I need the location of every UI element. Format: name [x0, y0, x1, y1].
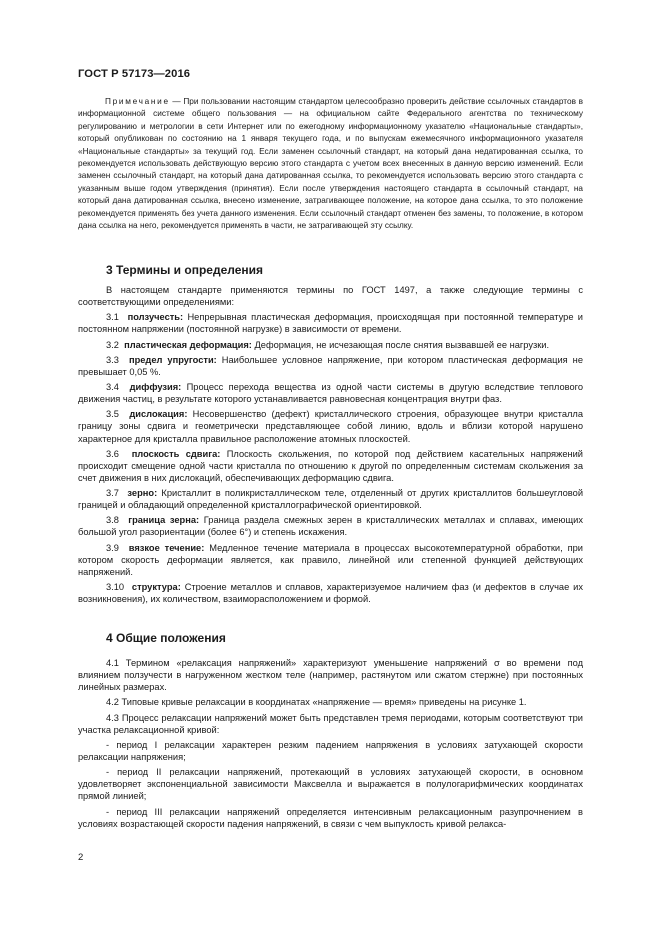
list-item: - период III релаксации напряжений определяется интенсивным релаксационным разупрочнением в условиях возрастающей скорости падения напряжений, в связи с чем выпуклость кривой релакса-	[78, 806, 583, 829]
term-name: дислокация:	[129, 409, 188, 420]
section-3-intro: В настоящем стандарте применяются термины по ГОСТ 1497, а также следующие термины с соответствующими определениями:	[78, 285, 583, 308]
term-definition	[78, 542, 583, 578]
term-number: 3.3	[106, 354, 119, 365]
term-number: 3.9	[106, 542, 119, 553]
term-text: Деформация, не исчезающая после снятия вызвавшей ее нагрузки.	[254, 339, 550, 350]
term-text: Наибольшее условное напряжение, при котором пластическая деформация не превышает 0,05 %.	[78, 354, 583, 377]
term-text: Непрерывная пластическая деформация, происходящая при постоянной температуре и постоянном напряжении (постоянной нагрузке) в зависимости от времени.	[78, 312, 584, 335]
term-text: Медленное течение материала в процессах высокотемпературной обработки, при котором скорость деформации является, как правило, линейной или степенной функцией действующих напряжений.	[78, 542, 584, 577]
term-definition	[78, 581, 583, 605]
paragraph: 4.2 Типовые кривые релаксации в координатах «напряжение — время» приведены на рисунке 1.	[106, 697, 527, 708]
term-number: 3.1	[106, 312, 119, 323]
section-4-heading: 4 Общие положения	[106, 631, 226, 645]
term-name: вязкое течение:	[128, 542, 205, 553]
list-item: - период II релаксации напряжений, протекающий в условиях затухающей скорости, в основном удовлетворяет экспоненциальной зависимости Максвелла и выражается в полулогарифмических координатах прямой линией;	[78, 767, 583, 802]
term-name: структура:	[131, 582, 181, 592]
section-3-heading: 3 Термины и определения	[106, 263, 264, 277]
term-name: предел упругости:	[128, 354, 217, 365]
paragraph: 4.3 Процесс релаксации напряжений может быть представлен тремя периодами, которым соответствуют три участка релаксационной кривой:	[78, 712, 583, 735]
term-number: 3.6	[106, 448, 119, 459]
term-text: Граница раздела смежных зерен в кристаллических металлах и сплавах, имеющих большой угол разориентации (более 6°) и степень искажения.	[78, 515, 583, 538]
section-3-body	[78, 284, 583, 608]
term-name: пластическая деформация:	[124, 339, 252, 350]
term-number: 3.7	[106, 488, 119, 499]
term-number: 3.2	[106, 339, 119, 350]
term-definition	[78, 354, 583, 378]
list-item: - период I релаксации характерен резким падением напряжения в условиях затухающей скорости релаксации напряжения;	[78, 739, 583, 762]
term-number: 3.5	[106, 409, 119, 420]
note-text: — При пользовании настоящим стандартом целесообразно проверить действие ссылочных стандартов в информационной системе общего пользования — на официальном сайте Федерального агентства по техническому регулированию и метрологии в сети Интернет или по ежегодному информационному указателю «Национальные стандарты», который опубликован по состоянию на 1 января текущего года, и по выпускам ежемесячного информационного указателя «Национальные стандарты» за текущий год. Если заменен ссылочный стандарт, на который дана недатированная ссылка, то рекомендуется использовать действующую версию этого стандарта с учетом всех внесенных в данную версию изменений. Если заменен ссылочный стандарт, на который дана датированная ссылка, то рекомендуется использовать версию этого стандарта с указанным выше годом утверждения (принятия). Если после утверждения настоящего стандарта в ссылочный стандарт, на который дана датированная ссылка, внесено изменение, затрагивающее положение, на которое дана ссылка, то это положение рекомендуется применять без учета данного изменения. Если ссылочный стандарт отменен без замены, то положение, в котором дана ссылка на него, рекомендуется применять в части, не затрагивающей эту ссылку.	[78, 97, 583, 231]
term-text: Несовершенство (дефект) кристаллического строения, образующее внутри кристалла границу зоны сдвига и геометрически представляющее собой линию, вдоль и вблизи которой нарушено характерное для кристалла правильное расположение атомных плоскостей.	[78, 409, 584, 444]
paragraph: 4.1 Термином «релаксация напряжений» характеризуют уменьшение напряжений σ во времени под влиянием ползучести в нагруженном жестком теле (например, растянутом или сжатом стержне) при постоянных линейных размерах.	[78, 658, 583, 693]
term-number: 3.10	[106, 582, 125, 592]
term-number: 3.4	[106, 382, 119, 393]
term-name: диффузия:	[129, 382, 182, 393]
term-name: плоскость сдвига:	[131, 448, 221, 459]
term-definition	[78, 311, 583, 335]
reference-note	[78, 96, 583, 232]
term-text: Кристаллит в поликристаллическом теле, отделенный от других кристаллитов большеугловой границей и обладающий определенной кристаллографической ориентировкой.	[78, 488, 584, 511]
term-text: Плоскость скольжения, по которой под действием касательных напряжений происходит смещение одной части кристалла по отношению к другой по определенным системам скольжения за счет движения в них дислокаций, обеспечивающих деформацию сдвига.	[78, 448, 584, 483]
term-text: Строение металлов и сплавов, характеризуемое наличием фаз (и дефектов в случае их возникновения), их количеством, взаиморасположением и формой.	[78, 582, 583, 605]
term-definition	[78, 487, 583, 511]
term-name: граница зерна:	[128, 515, 200, 526]
term-text: Процесс перехода вещества из одной части системы в другую вследствие теплового движения частиц, в результате которого устанавливается равновесная концентрация внутри фаз.	[78, 382, 583, 405]
term-number: 3.8	[106, 515, 119, 526]
section-4-body	[78, 657, 583, 833]
note-label: Примечание	[105, 97, 170, 106]
term-name: ползучесть:	[127, 312, 184, 323]
term-definition	[78, 381, 583, 405]
term-definition	[78, 408, 583, 444]
term-definition	[78, 514, 583, 538]
document-header: ГОСТ Р 57173—2016	[78, 68, 191, 80]
page-number: 2	[78, 852, 84, 863]
term-definition	[78, 339, 583, 351]
term-name: зерно:	[127, 488, 158, 499]
term-definition	[78, 448, 583, 484]
